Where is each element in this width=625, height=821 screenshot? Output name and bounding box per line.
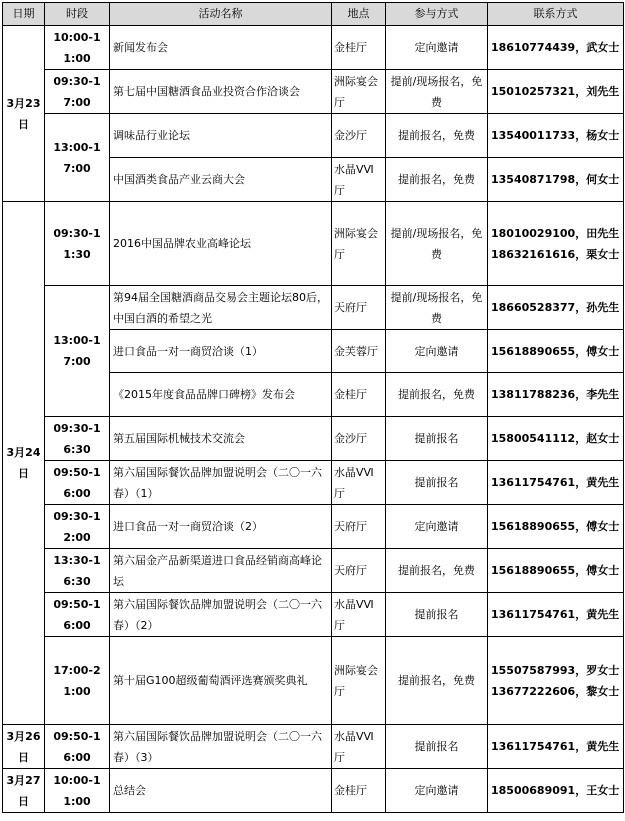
event-name-cell: 第六届国际餐饮品牌加盟说明会（二〇一六 春）（2） <box>110 593 332 637</box>
venue-cell: 金桂厅 <box>332 373 386 417</box>
contact-line: 13611754761，黄先生 <box>491 476 620 489</box>
contact-cell <box>488 158 624 202</box>
venue-cell: 天府厅 <box>332 505 386 549</box>
contact-line: 18500689091，王女士 <box>491 784 620 797</box>
event-name-cell: 调味品行业论坛 <box>110 114 332 158</box>
time-cell: 17:00-21:00 <box>45 637 110 725</box>
time-cell: 09:50-16:00 <box>45 725 110 769</box>
participation-cell: 提前报名 <box>386 461 488 505</box>
participation-cell: 提前报名，免费 <box>386 549 488 593</box>
table-row <box>3 202 624 286</box>
contact-cell <box>488 461 624 505</box>
time-cell: 09:30-16:30 <box>45 417 110 461</box>
event-name-cell: 《2015年度食品品牌口碑榜》发布会 <box>110 373 332 417</box>
contact-cell <box>488 593 624 637</box>
date-cell: 3月23日 <box>3 26 45 202</box>
contact-cell <box>488 505 624 549</box>
table-row <box>3 26 624 70</box>
time-cell: 09:30-17:00 <box>45 70 110 114</box>
participation-cell: 提前/现场报名，免费 <box>386 202 488 286</box>
participation-cell: 提前/现场报名，免费 <box>386 286 488 330</box>
event-name-cell: 总结会 <box>110 769 332 813</box>
time-cell: 13:00-17:00 <box>45 286 110 417</box>
time-cell: 10:00-11:00 <box>45 769 110 813</box>
header-time: 时段 <box>45 3 110 26</box>
event-name-cell: 进口食品一对一商贸洽谈（1） <box>110 330 332 373</box>
participation-cell: 提前报名，免费 <box>386 114 488 158</box>
venue-cell: 金沙厅 <box>332 114 386 158</box>
header-venue: 地点 <box>332 3 386 26</box>
participation-cell: 定向邀请 <box>386 26 488 70</box>
table-row <box>3 70 624 114</box>
date-cell: 3月26日 <box>3 725 45 769</box>
venue-cell: 水晶ⅤⅥ厅 <box>332 158 386 202</box>
time-cell: 09:30-12:00 <box>45 505 110 549</box>
table-row <box>3 725 624 769</box>
venue-cell: 金桂厅 <box>332 26 386 70</box>
contact-cell <box>488 417 624 461</box>
contact-line: 15618890655，傅女士 <box>491 344 620 358</box>
table-row <box>3 461 624 505</box>
participation-cell: 定向邀请 <box>386 769 488 813</box>
contact-line: 15507587993，罗女士 <box>491 663 620 677</box>
events-table <box>2 2 624 813</box>
event-name-cell: 中国酒类食品产业云商大会 <box>110 158 332 202</box>
contact-cell <box>488 549 624 593</box>
date-cell: 3月24日 <box>3 202 45 725</box>
header-event-name: 活动名称 <box>110 3 332 26</box>
participation-cell: 提前报名，免费 <box>386 637 488 725</box>
event-name-cell: 第七届中国糖酒食品业投资合作洽谈会 <box>110 70 332 114</box>
table-row <box>3 593 624 637</box>
contact-cell <box>488 373 624 417</box>
venue-cell: 洲际宴会厅 <box>332 637 386 725</box>
participation-cell: 提前报名 <box>386 593 488 637</box>
contact-cell <box>488 637 624 725</box>
participation-cell: 提前报名，免费 <box>386 158 488 202</box>
participation-cell: 提前/现场报名，免费 <box>386 70 488 114</box>
venue-cell: 金沙厅 <box>332 417 386 461</box>
contact-line: 13540011733，杨女士 <box>491 129 620 142</box>
contact-line: 13540871798，何女士 <box>491 173 620 186</box>
event-name-cell: 第94届全国糖酒商品交易会主题论坛80后，中国白酒的希望之光 <box>110 286 332 330</box>
time-cell: 09:50-16:00 <box>45 593 110 637</box>
event-name-cell: 2016中国品牌农业高峰论坛 <box>110 202 332 286</box>
date-cell: 3月27日 <box>3 769 45 813</box>
venue-cell: 洲际宴会厅 <box>332 70 386 114</box>
time-cell: 10:00-11:00 <box>45 26 110 70</box>
event-name-cell: 新闻发布会 <box>110 26 332 70</box>
header-date: 日期 <box>3 3 45 26</box>
contact-line: 13677222606，黎女士 <box>491 684 620 698</box>
table-row <box>3 769 624 813</box>
contact-cell <box>488 70 624 114</box>
contact-line: 18660528377，孙先生 <box>491 301 620 314</box>
contact-cell <box>488 114 624 158</box>
event-name-cell: 第十届G100超级葡萄酒评选赛颁奖典礼 <box>110 637 332 725</box>
event-name-cell: 第六届国际餐饮品牌加盟说明会（二〇一六 春）（3） <box>110 725 332 769</box>
participation-cell: 提前报名 <box>386 725 488 769</box>
participation-cell: 提前报名 <box>386 417 488 461</box>
contact-line: 15800541112，赵女士 <box>491 432 620 445</box>
venue-cell: 洲际宴会厅 <box>332 202 386 286</box>
contact-cell <box>488 725 624 769</box>
contact-line: 15618890655，傅女士 <box>491 520 620 533</box>
participation-cell: 定向邀请 <box>386 330 488 373</box>
time-cell: 09:50-16:00 <box>45 461 110 505</box>
contact-cell <box>488 26 624 70</box>
contact-cell <box>488 202 624 286</box>
venue-cell: 水晶ⅤⅥ厅 <box>332 725 386 769</box>
contact-line: 13611754761，黄先生 <box>491 740 620 753</box>
time-cell: 09:30-11:30 <box>45 202 110 286</box>
table-row <box>3 505 624 549</box>
contact-cell <box>488 286 624 330</box>
participation-cell: 提前报名，免费 <box>386 373 488 417</box>
contact-line: 13811788236，李先生 <box>491 388 620 401</box>
contact-cell <box>488 769 624 813</box>
event-name-cell: 第六届国际餐饮品牌加盟说明会（二〇一六 春）（1） <box>110 461 332 505</box>
time-cell: 13:30-16:30 <box>45 549 110 593</box>
contact-line: 18610774439，武女士 <box>491 41 620 54</box>
venue-cell: 金桂厅 <box>332 769 386 813</box>
venue-cell: 水晶ⅤⅥ厅 <box>332 593 386 637</box>
table-row <box>3 549 624 593</box>
event-name-cell: 第五届国际机械技术交流会 <box>110 417 332 461</box>
contact-cell <box>488 330 624 373</box>
header-contact: 联系方式 <box>488 3 624 26</box>
header-participation: 参与方式 <box>386 3 488 26</box>
time-cell: 13:00-17:00 <box>45 114 110 202</box>
table-row <box>3 637 624 725</box>
table-row <box>3 114 624 158</box>
venue-cell: 水晶ⅤⅥ厅 <box>332 461 386 505</box>
table-row <box>3 417 624 461</box>
venue-cell: 天府厅 <box>332 286 386 330</box>
event-name-cell: 第六届金产品新渠道进口食品经销商高峰论坛 <box>110 549 332 593</box>
contact-line: 15618890655，傅女士 <box>491 564 620 577</box>
header-row <box>3 3 624 26</box>
contact-line: 13611754761，黄先生 <box>491 608 620 621</box>
contact-line: 15010257321，刘先生 <box>491 85 620 98</box>
contact-line: 18010029100，田先生 <box>491 226 620 240</box>
event-name-cell: 进口食品一对一商贸洽谈（2） <box>110 505 332 549</box>
contact-line: 18632161616，栗女士 <box>491 247 620 261</box>
table-row <box>3 286 624 330</box>
venue-cell: 金芙蓉厅 <box>332 330 386 373</box>
participation-cell: 定向邀请 <box>386 505 488 549</box>
venue-cell: 天府厅 <box>332 549 386 593</box>
